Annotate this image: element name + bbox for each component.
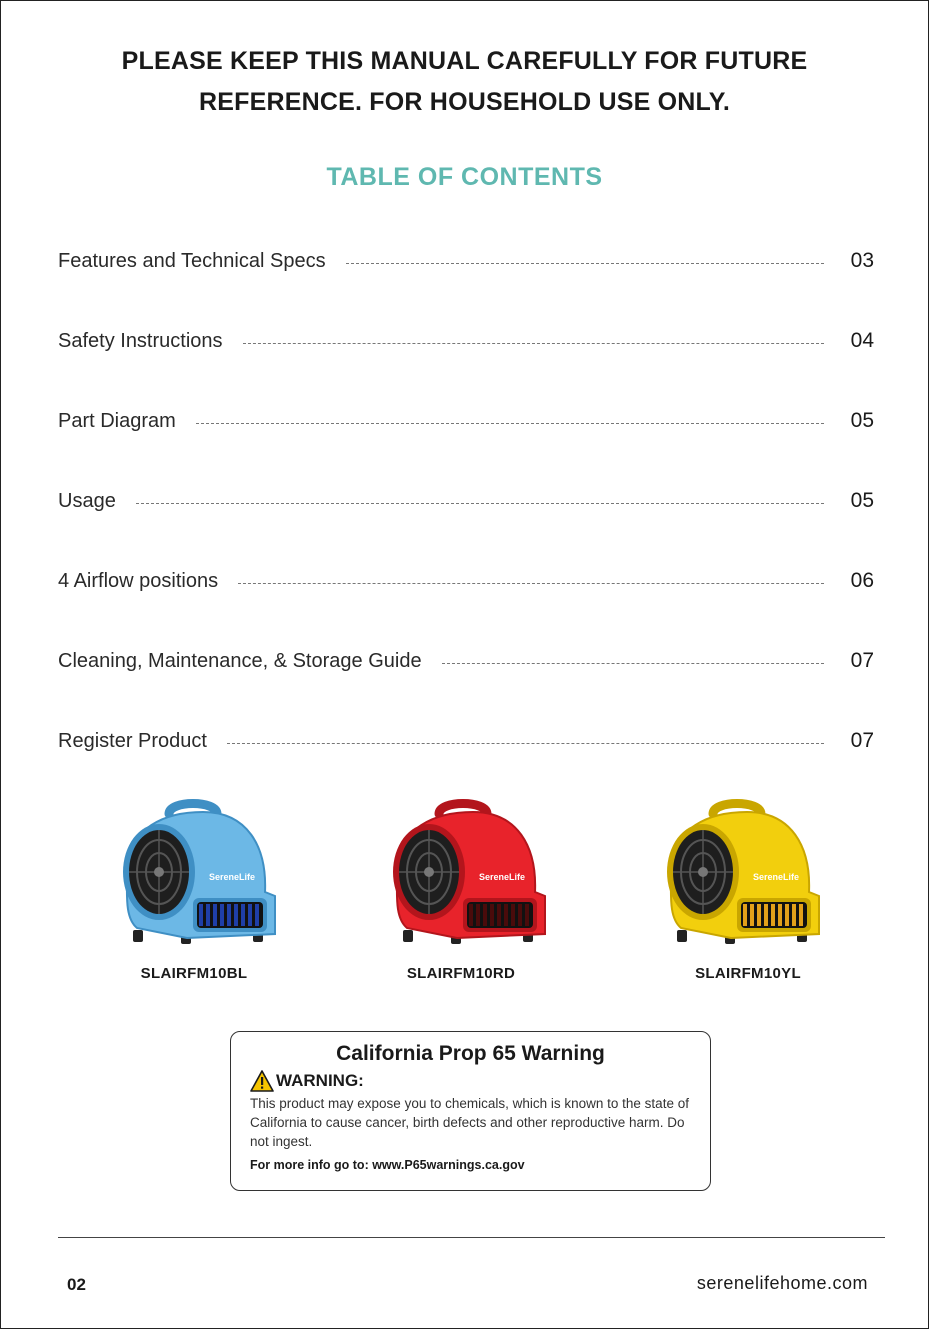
- toc-item-label: Cleaning, Maintenance, & Storage Guide: [58, 649, 422, 672]
- warning-triangle-icon: [250, 1070, 274, 1092]
- toc-item-page: 07: [850, 729, 874, 752]
- toc-leader-dots: [442, 663, 824, 664]
- prop65-text: This product may expose you to chemicals, which is known to the state of California to cause cancer, birth defects and other reproductive harm. Do not ingest.: [250, 1096, 689, 1149]
- svg-text:SereneLife: SereneLife: [209, 872, 256, 882]
- model-label-blue: SLAIRFM10BL: [140, 965, 248, 982]
- toc-title: TABLE OF CONTENTS: [326, 163, 603, 191]
- toc-leader-dots: [196, 423, 824, 424]
- toc-item-cleaning[interactable]: [58, 646, 874, 676]
- toc-item-page: 03: [850, 249, 874, 272]
- website-link[interactable]: serenelifehome.com: [696, 1273, 868, 1293]
- toc-item-safety[interactable]: [58, 326, 874, 356]
- prop65-title: California Prop 65 Warning: [336, 1042, 605, 1065]
- toc-item-label: Part Diagram: [58, 409, 176, 432]
- toc-item-label: Features and Technical Specs: [58, 249, 326, 272]
- svg-text:SereneLife: SereneLife: [479, 872, 526, 882]
- toc-item-page: 06: [850, 569, 874, 592]
- toc-item-page: 07: [850, 649, 874, 672]
- toc-leader-dots: [136, 503, 824, 504]
- prop65-more-info-link[interactable]: For more info go to: www.P65warnings.ca.gov: [250, 1158, 525, 1172]
- notice-line-2: REFERENCE. FOR HOUSEHOLD USE ONLY.: [199, 88, 730, 116]
- air-mover-blue-image: [107, 796, 287, 956]
- toc-item-page: 05: [850, 489, 874, 512]
- footer-divider: [58, 1237, 885, 1238]
- toc-item-label: 4 Airflow positions: [58, 569, 219, 592]
- air-mover-red-image: [377, 796, 557, 956]
- toc-leader-dots: [243, 343, 824, 344]
- toc-item-label: Safety Instructions: [58, 329, 223, 352]
- prop65-warning-box: [230, 1031, 711, 1191]
- keep-manual-notice: [1, 41, 928, 123]
- warning-heading: [250, 1070, 691, 1092]
- toc-item-label: Register Product: [58, 729, 207, 752]
- model-label-yellow: SLAIRFM10YL: [695, 965, 801, 982]
- toc-leader-dots: [227, 743, 824, 744]
- warning-word: WARNING:: [276, 1071, 364, 1090]
- toc-item-label: Usage: [58, 489, 116, 512]
- model-label-red: SLAIRFM10RD: [406, 965, 516, 982]
- toc-item-airflow[interactable]: [58, 566, 874, 596]
- notice-line-1: PLEASE KEEP THIS MANUAL CAREFULLY FOR FUTURE: [121, 47, 808, 75]
- svg-text:SereneLife: SereneLife: [753, 872, 800, 882]
- toc-leader-dots: [238, 583, 824, 584]
- air-mover-yellow-image: [651, 796, 831, 956]
- toc-item-page: 04: [850, 329, 874, 352]
- toc-item-part-diagram[interactable]: [58, 406, 874, 436]
- toc-item-register[interactable]: [58, 726, 874, 756]
- toc-item-features[interactable]: [58, 246, 874, 276]
- toc-leader-dots: [346, 263, 824, 264]
- toc-item-page: 05: [850, 409, 874, 432]
- toc-item-usage[interactable]: [58, 486, 874, 516]
- page-number: 02: [67, 1275, 86, 1294]
